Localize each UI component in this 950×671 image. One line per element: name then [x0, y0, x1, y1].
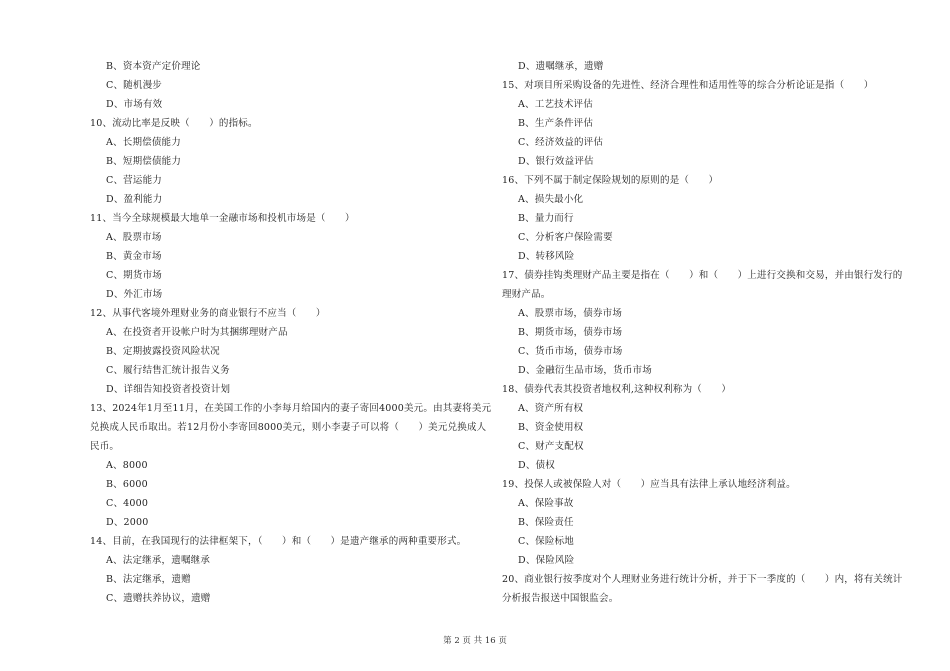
question-text: 16、下列不属于制定保险规划的原则的是（ ）: [502, 175, 719, 186]
answer-option: A、股票市场: [106, 232, 162, 243]
answer-option: C、保险标地: [518, 536, 574, 547]
answer-option: B、黄金市场: [106, 251, 162, 262]
answer-option: D、转移风险: [518, 251, 575, 262]
answer-option: A、损失最小化: [518, 194, 584, 205]
answer-option: C、履行结售汇统计报告义务: [106, 365, 230, 376]
question-text: 兑换成人民币取出。若12月份小李寄回8000美元，则小李妻子可以将（ ）美元兑换成人: [90, 422, 487, 433]
answer-option: D、外汇市场: [106, 289, 163, 300]
answer-option: C、营运能力: [106, 175, 162, 186]
question-text: 19、投保人或被保险人对（ ）应当具有法律上承认地经济利益。: [502, 479, 796, 490]
answer-option: D、市场有效: [106, 99, 163, 110]
answer-option: C、4000: [106, 498, 149, 509]
answer-option: D、2000: [106, 517, 149, 528]
answer-option: C、货币市场，债券市场: [518, 346, 623, 357]
answer-option: D、遗嘱继承，遗赠: [518, 61, 604, 72]
answer-option: A、保险事故: [518, 498, 574, 509]
answer-option: B、生产条件评估: [518, 118, 594, 129]
left-column: [90, 57, 490, 608]
answer-option: A、股票市场，债券市场: [518, 308, 623, 319]
answer-option: B、资本资产定价理论: [106, 61, 201, 72]
answer-option: C、期货市场: [106, 270, 162, 281]
answer-option: A、资产所有权: [518, 403, 584, 414]
answer-option: D、保险风险: [518, 555, 575, 566]
answer-option: C、财产支配权: [518, 441, 584, 452]
answer-option: A、工艺技术评估: [518, 99, 593, 110]
answer-option: A、8000: [106, 460, 148, 471]
answer-option: D、盈利能力: [106, 194, 163, 205]
right-column: [502, 57, 902, 608]
question-text: 17、债券挂钩类理财产品主要是指在（ ）和（ ）上进行交换和交易，并由银行发行的: [502, 270, 903, 281]
answer-option: A、长期偿债能力: [106, 137, 181, 148]
answer-option: C、分析客户保险需要: [518, 232, 613, 243]
question-text: 14、目前，在我国现行的法律框架下，（ ）和（ ）是遗产继承的两种重要形式。: [90, 536, 467, 547]
answer-option: C、经济效益的评估: [518, 137, 604, 148]
question-text: 10、流动比率是反映（ ）的指标。: [90, 118, 258, 129]
question-text: 11、当今全球规模最大地单一金融市场和投机市场是（ ）: [90, 213, 355, 224]
answer-option: B、法定继承，遗赠: [106, 574, 191, 585]
answer-option: C、遗赠扶养协议，遗赠: [106, 593, 211, 604]
answer-option: B、保险责任: [518, 517, 574, 528]
question-text: 12、从事代客境外理财业务的商业银行不应当（ ）: [90, 308, 326, 319]
answer-option: D、银行效益评估: [518, 156, 594, 167]
answer-option: D、债权: [518, 460, 555, 471]
question-text: 13、2024年1月至11月，在美国工作的小李每月给国内的妻子寄回4000美元。由其妻将美元: [90, 403, 492, 414]
answer-option: B、期货市场，债券市场: [518, 327, 623, 338]
answer-option: A、法定继承，遗嘱继承: [106, 555, 211, 566]
question-text: 18、债券代表其投资者地权利,这种权利称为（ ）: [502, 384, 732, 395]
question-text: 分析报告报送中国银监会。: [502, 593, 619, 604]
answer-option: C、随机漫步: [106, 80, 162, 91]
answer-option: B、6000: [106, 479, 148, 490]
question-text: 15、对项目所采购设备的先进性、经济合理性和适用性等的综合分析论证是指（ ）: [502, 80, 874, 91]
answer-option: B、定期披露投资风险状况: [106, 346, 220, 357]
answer-option: B、资金使用权: [518, 422, 584, 433]
question-text: 理财产品。: [502, 289, 551, 300]
answer-option: B、量力而行: [518, 213, 574, 224]
page-footer: 第 2 页 共 16 页: [443, 636, 507, 646]
question-text: 20、商业银行按季度对个人理财业务进行统计分析，并于下一季度的（ ）内，将有关统计: [502, 574, 903, 585]
answer-option: D、金融衍生品市场，货币市场: [518, 365, 652, 376]
question-text: 民币。: [90, 441, 120, 452]
answer-option: A、在投资者开设帐户时为其捆绑理财产品: [106, 327, 288, 338]
answer-option: B、短期偿债能力: [106, 156, 182, 167]
answer-option: D、详细告知投资者投资计划: [106, 384, 231, 395]
